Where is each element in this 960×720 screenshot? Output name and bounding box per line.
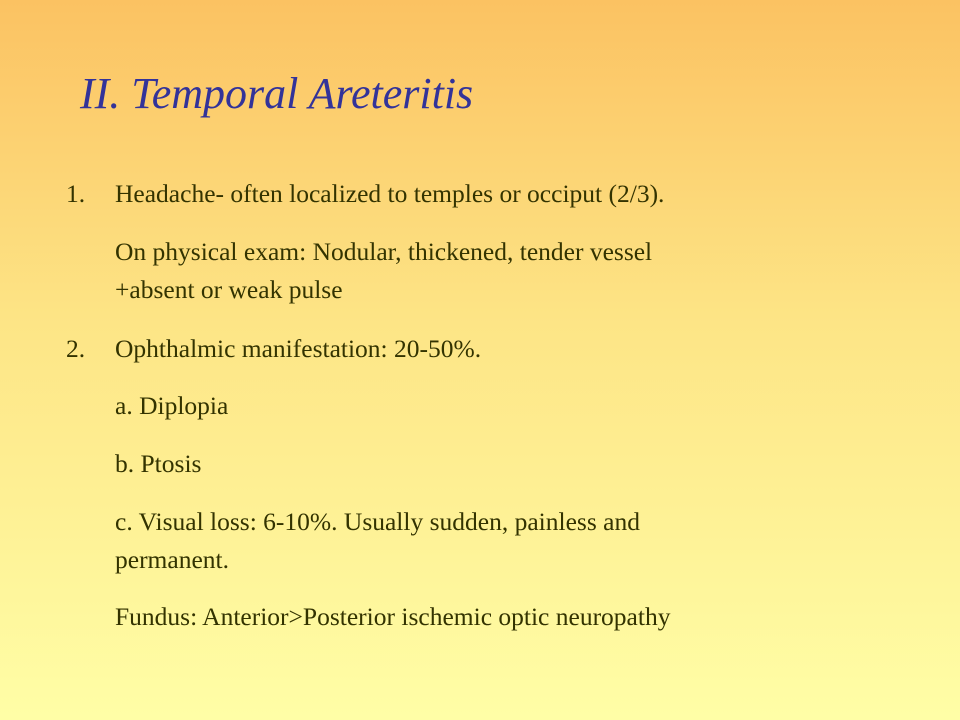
item-2-detail-3: c. Visual loss: 6-10%. Usually sudden, painless and [115,507,640,536]
item-2-detail-4: permanent. [115,545,229,574]
item-1-detail-1: On physical exam: Nodular, thickened, tender vessel [115,237,653,266]
item-2-detail-2: b. Ptosis [115,449,202,478]
item-2-text: Ophthalmic manifestation: 20-50%. [115,334,482,363]
item-1-text: Headache- often localized to temples or occiput (2/3). [115,179,665,208]
item-2-detail-5: Fundus: Anterior>Posterior ischemic optic neuropathy [115,602,671,631]
slide-title: II. Temporal Areteritis [80,69,474,118]
item-2-detail-1: a. Diplopia [115,391,229,420]
item-2-number: 2. [66,334,86,363]
item-1-number: 1. [66,179,86,208]
item-1-detail-2: +absent or weak pulse [115,275,343,304]
